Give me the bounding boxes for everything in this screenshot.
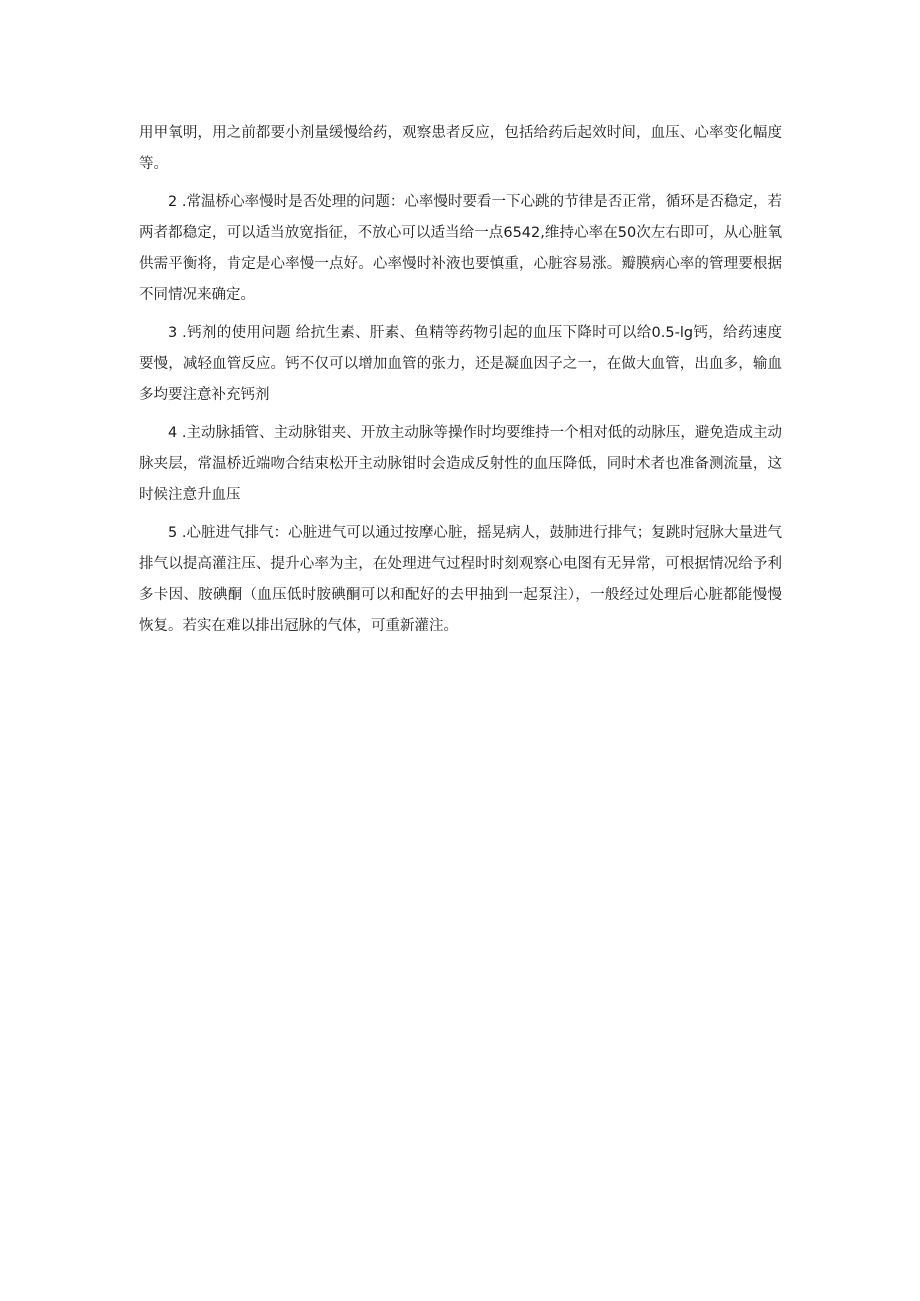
paragraph-continuation (139, 118, 782, 180)
paragraph-text: .钙剂的使用问题 给抗生素、肝素、鱼精等药物引起的血压下降时可以给0.5-lg钙，给药速度要慢，减轻血管反应。钙不仅可以增加血管的张力，还是凝血因子之一，在做大血管，出血多，输血多均要注意补充钙剂 (139, 325, 782, 403)
paragraph-item-5 (139, 518, 782, 642)
paragraph-item-3 (139, 318, 782, 411)
paragraph-item-4 (139, 418, 782, 511)
document-page (139, 118, 782, 649)
paragraph-text: 用甲氧明，用之前都要小剂量缓慢给药，观察患者反应，包括给药后起效时间，血压、心率变化幅度等。 (139, 125, 782, 172)
paragraph-text: .主动脉插管、主动脉钳夹、开放主动脉等操作时均要维持一个相对低的动脉压，避免造成主动脉夹层，常温桥近端吻合结束松开主动脉钳时会造成反射性的血压降低，同时术者也准备测流量，这时候注意升血压 (139, 425, 783, 503)
paragraph-text: .常温桥心率慢时是否处理的问题：心率慢时要看一下心跳的节律是否正常，循环是否稳定，若两者都稳定，可以适当放宽指征，不放心可以适当给一点6542,维持心率在50次左右即可，从心脏氧供需平衡将，肯定是心率慢一点好。心率慢时补液也要慎重，心脏容易涨。瓣膜病心率的管理要根据不同情况来确定。 (139, 194, 783, 303)
item-number: 4 (168, 425, 178, 441)
item-number: 3 (168, 325, 178, 341)
item-number: 2 (168, 194, 178, 210)
paragraph-text: .心脏进气排气：心脏进气可以通过按摩心脏，摇晃病人，鼓肺进行排气；复跳时冠脉大量进气排气以提高灌注压、提升心率为主，在处理进气过程时时刻观察心电图有无异常，可根据情况给予利多卡因、胺碘酮（血压低时胺碘酮可以和配好的去甲抽到一起泵注），一般经过处理后心脏都能慢慢恢复。若实在难以排出冠脉的气体，可重新灌注。 (139, 525, 783, 634)
paragraph-item-2 (139, 187, 782, 311)
item-number: 5 (168, 525, 178, 541)
